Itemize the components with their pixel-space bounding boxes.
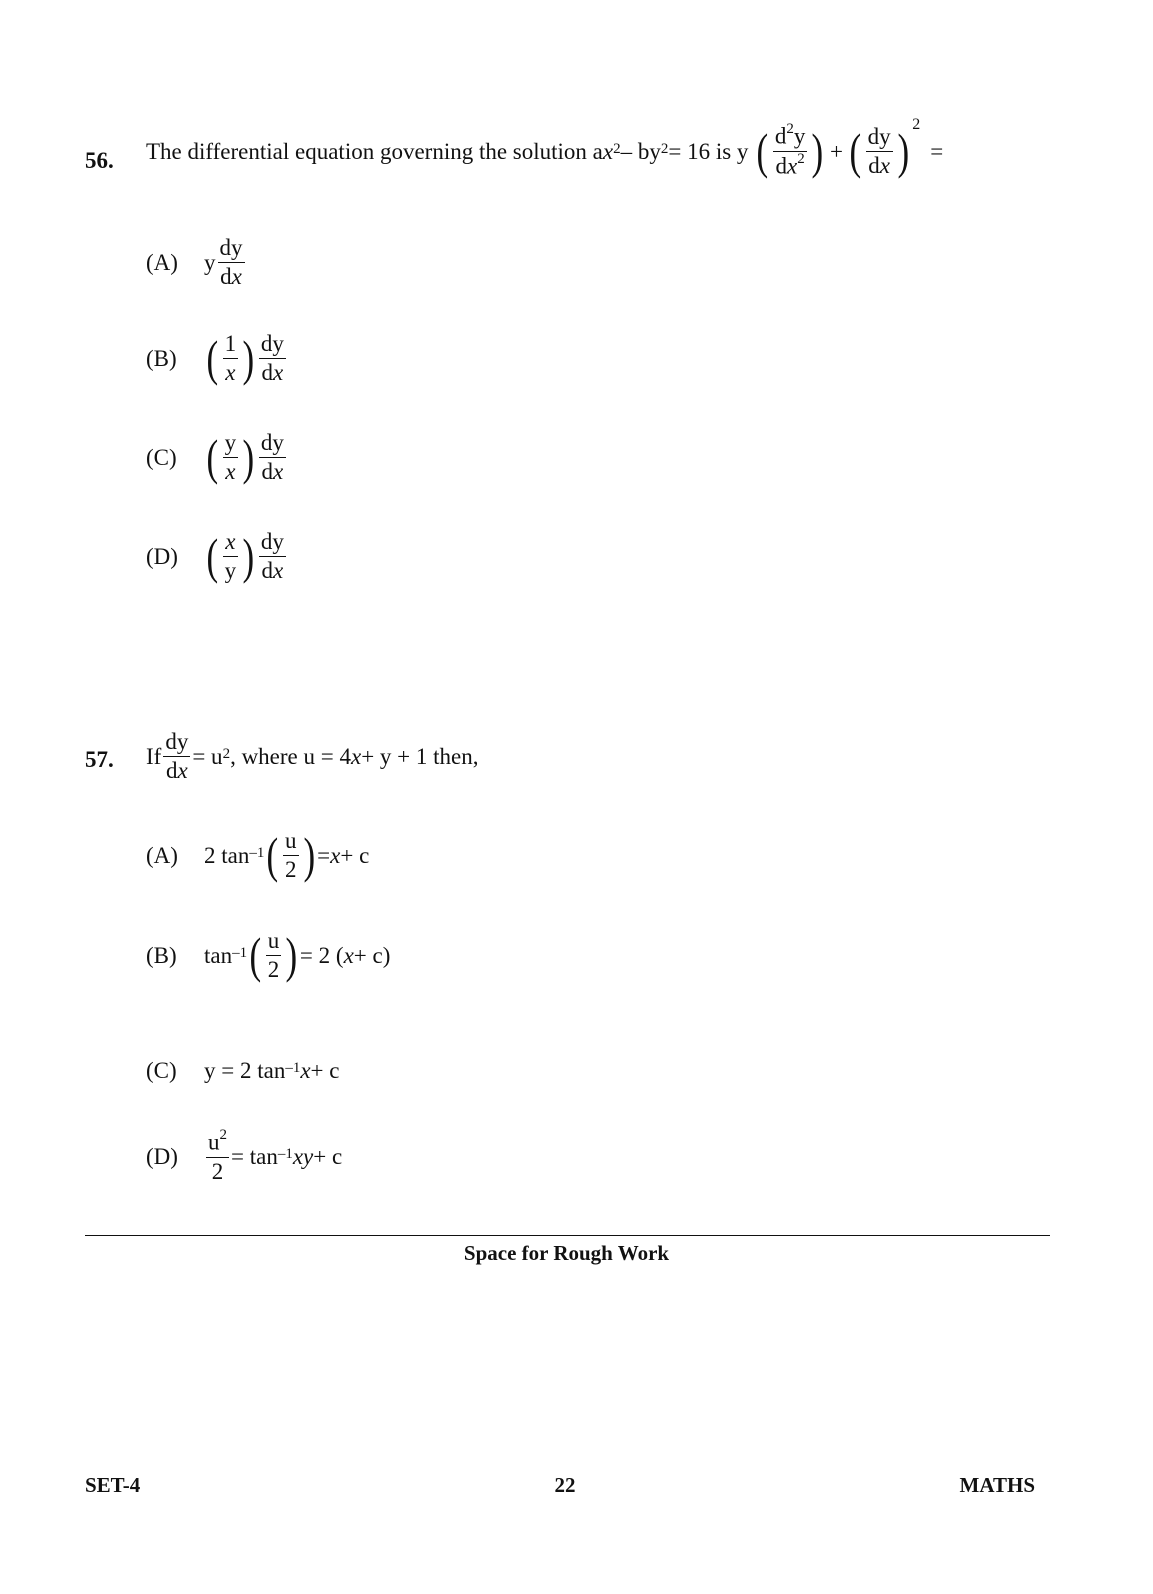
- footer-page-number: 22: [554, 1473, 576, 1497]
- question-56-stem: The differential equation governing the solution a x 2 – by 2 = 16 is y ( $\frac{d^2y}{dx^2}$ ) + ( $\frac{dy}{dx}$ ) 2 =: [146, 116, 944, 179]
- question-number-57: 57.: [85, 747, 114, 772]
- question-56-option-d: (D) ( $\frac{x}{y}$ ) $\frac{dy}{dx}$: [146, 528, 284, 585]
- rough-work-divider: [85, 1235, 1050, 1236]
- question-56-option-b: (B) ( $\frac{1}{x}$ ) $\frac{dy}{dx}$: [146, 330, 284, 387]
- question-number-56: 56.: [85, 148, 114, 173]
- footer-subject: MATHS: [959, 1473, 1035, 1497]
- question-56-option-c: (C) ( $\frac{y}{x}$ ) $\frac{dy}{dx}$: [146, 429, 284, 486]
- question-56-option-a: (A) y $\frac{dy}{dx}$: [146, 235, 243, 290]
- question-57-option-d: (D) $\frac{u^2}{2}$ = tan –1 xy + c: [146, 1127, 343, 1184]
- question-57-option-a: (A) 2 tan –1 ( $\frac{u}{2}$ ) = x + c: [146, 827, 370, 884]
- rough-work-label: Space for Rough Work: [463, 1241, 670, 1265]
- question-57-option-b: (B) tan –1 ( $\frac{u}{2}$ ) = 2 ( x + c): [146, 927, 391, 984]
- question-57-stem: If $\frac{dy}{dx}$ = u 2 , where u = 4 x + y + 1 then,: [146, 729, 479, 784]
- footer-set: SET-4: [85, 1473, 141, 1497]
- question-57-option-c: (C) y = 2 tan –1 x + c: [146, 1058, 340, 1083]
